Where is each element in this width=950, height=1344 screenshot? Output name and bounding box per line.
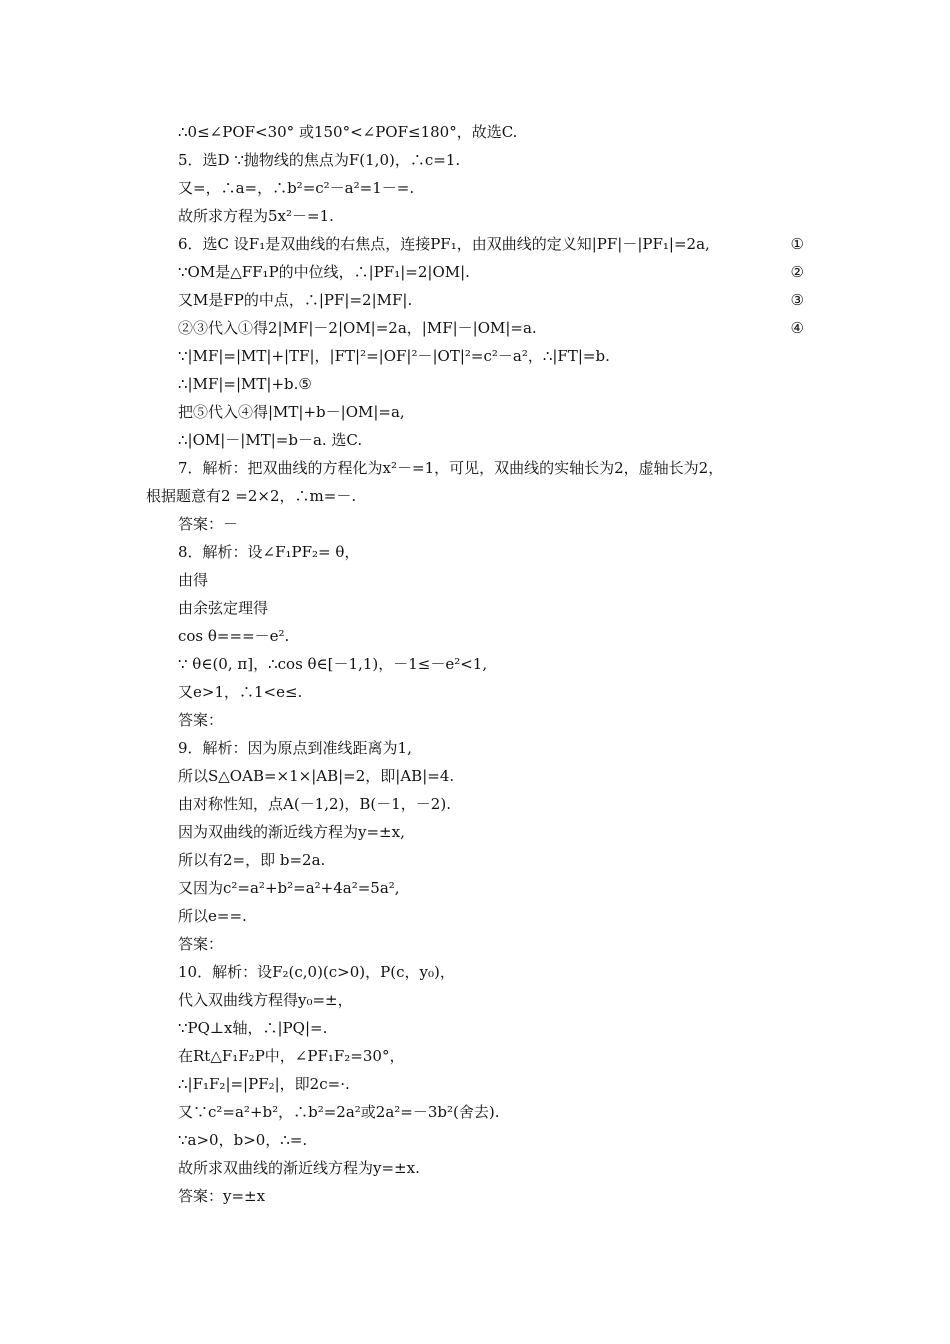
text-line: 又∵c²=a²+b²，∴b²=2a²或2a²=－3b²(舍去).: [178, 1103, 500, 1121]
text-line: 又M是FP的中点，∴|PF|=2|MF|. ③: [178, 291, 804, 309]
text-line: 由得: [178, 571, 209, 589]
text-line: 又e>1，∴1<e≤.: [178, 683, 303, 701]
text-line: 答案：: [178, 711, 224, 729]
text-line: ∵a>0，b>0，∴=.: [178, 1131, 308, 1149]
text-line: 答案：: [178, 935, 224, 953]
text-line: 因为双曲线的渐近线方程为y=±x,: [178, 823, 405, 841]
text-line: 代入双曲线方程得y₀=±，: [178, 991, 353, 1009]
text-line: 7．解析：把双曲线的方程化为x²－=1，可见，双曲线的实轴长为2，虚轴长为2，: [178, 459, 724, 477]
text-line: ∵OM是△FF₁P的中位线，∴|PF₁|=2|OM|. ②: [178, 263, 804, 281]
text-line: 9．解析：因为原点到准线距离为1,: [178, 739, 412, 757]
text-line: 故所求双曲线的渐近线方程为y=±x.: [178, 1159, 420, 1177]
text-line: 8．解析：设∠F₁PF₂= θ，: [178, 543, 360, 561]
text-line: 把⑤代入④得|MT|+b－|OM|=a,: [178, 403, 405, 421]
text-line: 所以e==.: [178, 907, 247, 925]
text-line: 又=，∴a=，∴b²=c²－a²=1－=.: [178, 179, 415, 197]
text-line: 答案：y=±x: [178, 1187, 266, 1205]
text-line: 所以S△OAB=×1×|AB|=2，即|AB|=4.: [178, 767, 455, 785]
text-line: 由余弦定理得: [178, 599, 269, 617]
text-line: 又因为c²=a²+b²=a²+4a²=5a²,: [178, 879, 400, 897]
text-line: ∵ θ∈(0, π]，∴cos θ∈[－1,1)，－1≤－e²<1,: [178, 655, 488, 673]
text-line: 6．选C 设F₁是双曲线的右焦点，连接PF₁，由双曲线的定义知|PF|－|PF₁|=2a, ①: [178, 235, 804, 253]
text-line: 所以有2=，即 b=2a.: [178, 851, 326, 869]
text-line: ∴|F₁F₂|=|PF₂|，即2c=·.: [178, 1075, 350, 1093]
text-line: 5．选D ∵抛物线的焦点为F(1,0)，∴c=1.: [178, 151, 461, 169]
text-line: 答案：－: [178, 515, 239, 533]
text-line: ∴0≤∠POF<30° 或150°<∠POF≤180°，故选C.: [178, 123, 518, 141]
text-line: ∵|MF|=|MT|+|TF|，|FT|²=|OF|²－|OT|²=c²－a²，∴|FT|=b.: [178, 347, 610, 365]
text-line: 由对称性知，点A(－1,2)，B(－1，－2).: [178, 795, 451, 813]
text-line: 故所求方程为5x²－=1.: [178, 207, 334, 225]
text-line: cos θ===－e².: [178, 627, 290, 645]
equation-number: ④: [790, 319, 804, 337]
text-line: 10．解析：设F₂(c,0)(c>0)，P(c，y₀)，: [178, 963, 455, 981]
text-line: ∴|OM|－|MT|=b－a. 选C.: [178, 431, 363, 449]
equation-number: ③: [790, 291, 804, 309]
text-line: ②③代入①得2|MF|－2|OM|=2a，|MF|－|OM|=a. ④: [178, 319, 804, 337]
text-line: 在Rt△F₁F₂P中，∠PF₁F₂=30°，: [178, 1047, 405, 1065]
equation-number: ①: [790, 235, 804, 253]
text-line: 根据题意有2 =2×2，∴m=－.: [146, 487, 357, 505]
equation-number: ②: [790, 263, 804, 281]
text-line: ∵PQ⊥x轴，∴|PQ|=.: [178, 1019, 328, 1037]
text-line: ∴|MF|=|MT|+b.⑤: [178, 375, 312, 393]
